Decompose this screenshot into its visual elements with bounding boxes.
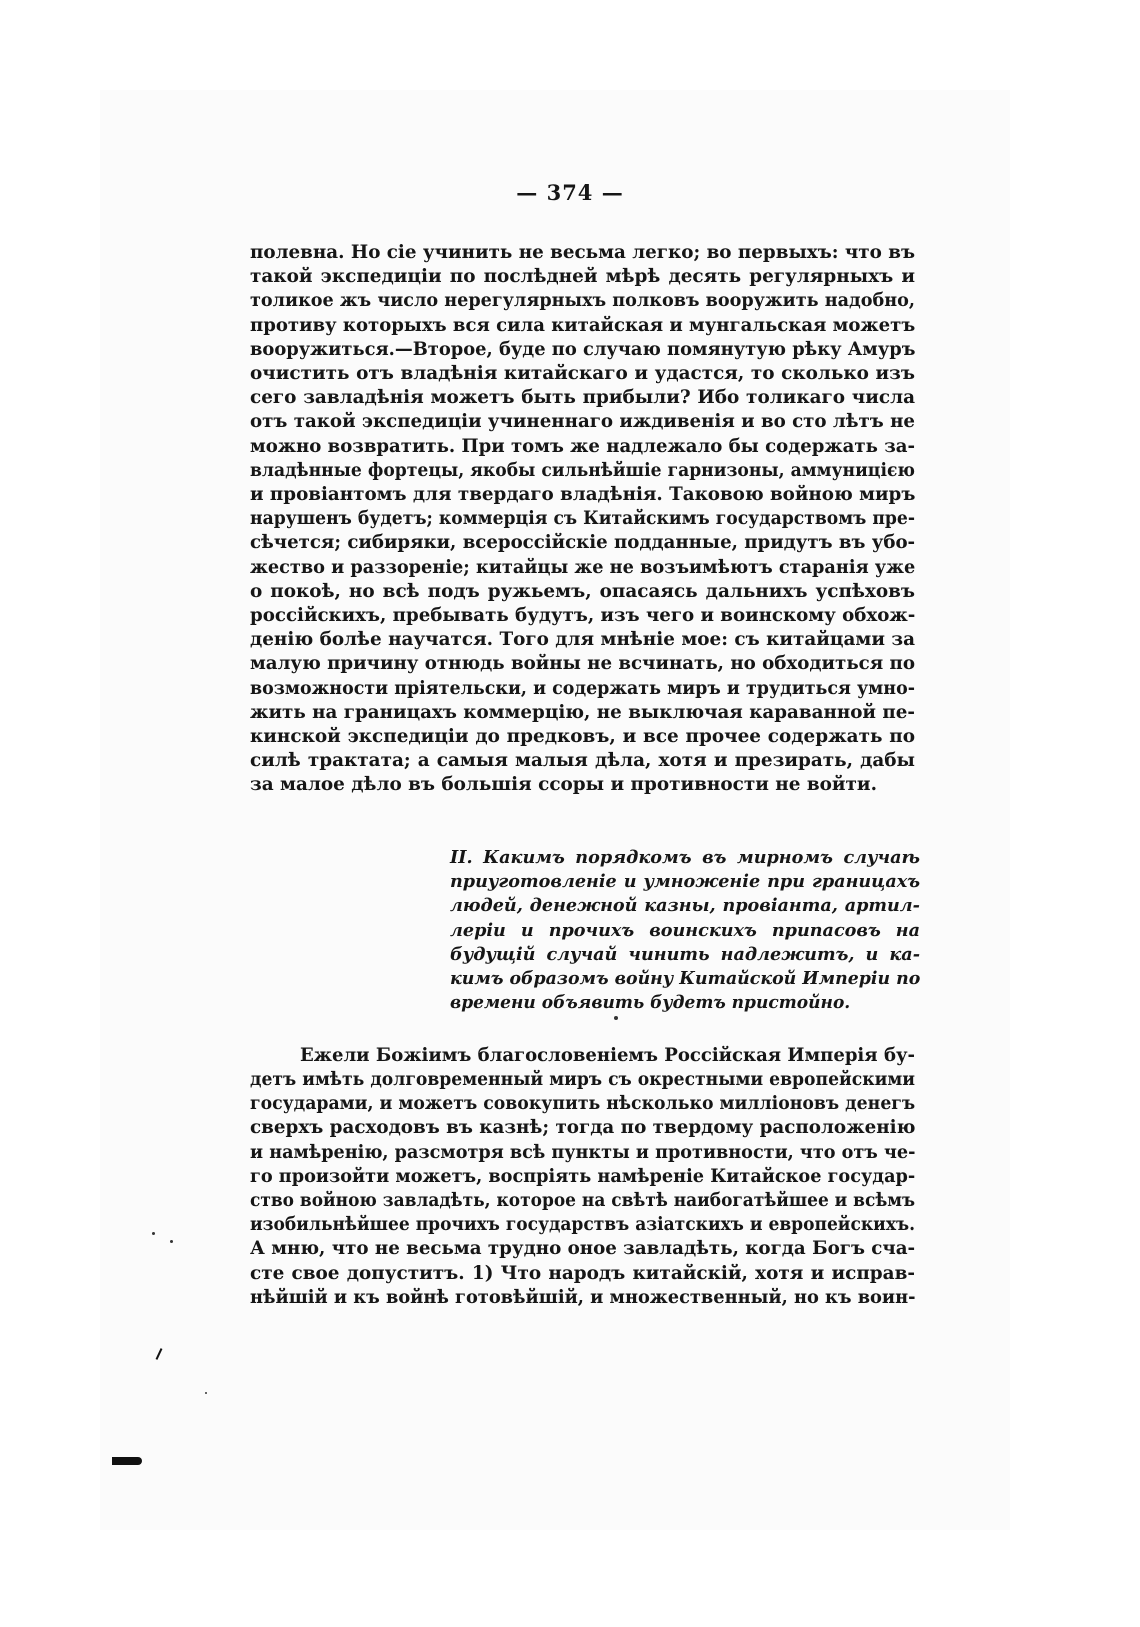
- heading-line: II. Какимъ порядкомъ въ мирномъ случаѣ: [450, 847, 920, 868]
- heading-line: времени объявить будетъ пристойно.: [450, 992, 851, 1013]
- text-line: силѣ трактата; а самыя малыя дѣла, хотя и презирать, дабы: [250, 750, 915, 771]
- text-line: малую причину отнюдь войны не всчинать, но обходиться по: [250, 653, 916, 674]
- text-line: за малое дѣло въ большія ссоры и противности не войти.: [250, 774, 877, 795]
- scan-speck: [205, 1392, 207, 1394]
- text-line: сѣчется; сибиряки, всероссійскіе подданные, придутъ въ убо-: [250, 532, 916, 553]
- scan-edge-mark: [112, 1457, 142, 1465]
- text-line: и намѣренію, разсмотря всѣ пункты и противности, что отъ че-: [250, 1142, 916, 1163]
- text-line: владѣнные фортецы, якобы сильнѣйшіе гарнизоны, аммуницією: [250, 460, 916, 481]
- scan-speck: [614, 1016, 618, 1020]
- heading-line: людей, денежной казны, провіанта, артил-: [450, 895, 920, 916]
- heading-line: леріи и прочихъ воинскихъ припасовъ на: [450, 920, 920, 941]
- text-line: изобильнѣйшее прочихъ государствъ азіатскихъ и европейскихъ.: [250, 1214, 916, 1235]
- text-line: о покоѣ, но всѣ подъ ружьемъ, опасаясь дальнихъ успѣховъ: [250, 581, 915, 602]
- heading-line: будущій случай чинить надлежитъ, и ка-: [450, 944, 920, 965]
- text-line: А мню, что не весьма трудно оное завладѣть, когда Богъ сча-: [250, 1238, 916, 1259]
- text-line: жить на границахъ коммерцію, не выключая караванной пе-: [250, 702, 915, 723]
- text-line: противу которыхъ вся сила китайская и мунгальская можетъ: [250, 315, 916, 336]
- text-line: вооружиться.—Второе, буде по случаю помянутую рѣку Амуръ: [250, 339, 916, 360]
- text-line: полевна. Но сіе учинить не весьма легко; во первыхъ: что въ: [250, 242, 915, 263]
- text-line: и провіантомъ для твердаго владѣнія. Таковою войною миръ: [250, 484, 916, 505]
- text-line: ство войною завладѣть, которое на свѣтѣ наибогатѣйшее и всѣмъ: [250, 1190, 916, 1211]
- text-line: Ежели Божіимъ благословеніемъ Россійская Имперія бу-: [300, 1045, 916, 1066]
- text-line: толикое жъ число нерегулярныхъ полковъ вооружить надобно,: [250, 290, 915, 311]
- scan-speck: [152, 1232, 155, 1235]
- heading-line: приуготовленіе и умноженіе при границахъ: [450, 871, 920, 892]
- scan-speck: [170, 1240, 173, 1243]
- text-line: сверхъ расходовъ въ казнѣ; тогда по твердому расположенію: [250, 1117, 916, 1138]
- text-line: можно возвратить. При томъ же надлежало бы содержать за-: [250, 436, 915, 457]
- text-line: россійскихъ, пребывать будутъ, изъ чего и воинскому обхож-: [250, 605, 916, 626]
- text-line: возможности пріятельски, и содержать миръ и трудиться умно-: [250, 678, 915, 699]
- text-line: очистить отъ владѣнія китайскаго и удастся, то сколько изъ: [250, 363, 915, 384]
- page-number: — 374 —: [516, 180, 624, 205]
- heading-line: кимъ образомъ войну Китайской Имперіи по: [450, 968, 921, 989]
- text-line: отъ такой экспедиціи учиненнаго иждивенія и во сто лѣтъ не: [250, 411, 916, 432]
- text-line: жество и раззореніе; китайцы же не возъимѣютъ старанія уже: [250, 557, 916, 578]
- text-line: сте свое допуститъ. 1) Что народъ китайскій, хотя и исправ-: [250, 1263, 915, 1284]
- text-line: государами, и можетъ совокупить нѣсколько милліоновъ денегъ: [250, 1093, 916, 1114]
- text-line: детъ имѣть долговременный миръ съ окрестными европейскими: [250, 1069, 916, 1090]
- text-line: нарушенъ будетъ; коммерція съ Китайскимъ государствомъ пре-: [250, 508, 916, 529]
- text-line: денію болѣе научатся. Того для мнѣніе мое: съ китайцами за: [250, 629, 916, 650]
- text-line: такой экспедиціи по послѣдней мѣрѣ десять регулярныхъ и: [250, 266, 915, 287]
- text-line: го произойти можетъ, воспріять намѣреніе Китайское государ-: [250, 1166, 916, 1187]
- text-line: сего завладѣнія можетъ быть прибыли? Ибо толикаго числа: [250, 387, 915, 408]
- text-line: нѣйшій и къ войнѣ готовѣйшій, и множественный, но къ воин-: [250, 1287, 916, 1308]
- text-line: кинской экспедиціи до предковъ, и все прочее содержать по: [250, 726, 915, 747]
